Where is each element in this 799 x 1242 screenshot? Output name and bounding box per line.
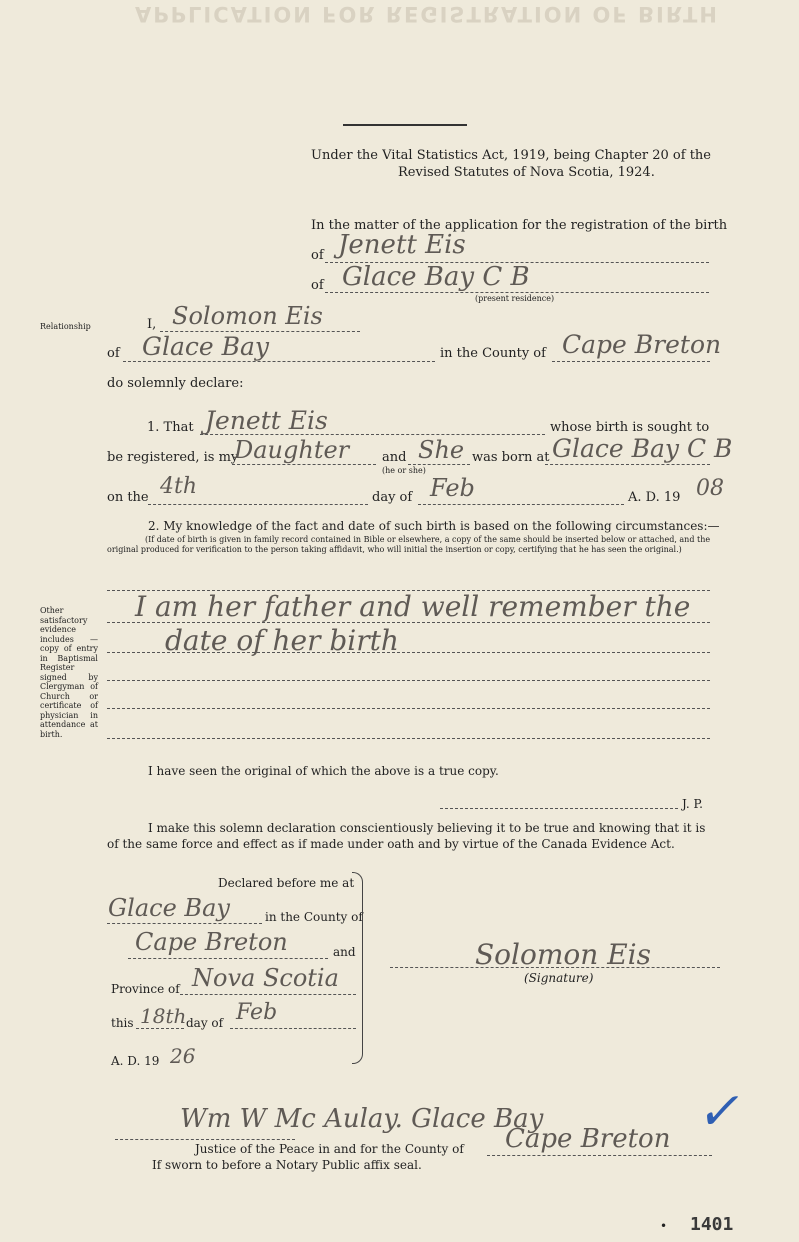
act-line-2: Revised Statutes of Nova Scotia, 1924.: [398, 165, 655, 180]
para1-that: 1. That: [147, 420, 194, 435]
residence-line: [325, 292, 709, 293]
province: Nova Scotia: [192, 964, 339, 992]
jp-signature-line: [440, 808, 678, 809]
signature-caption: (Signature): [524, 971, 594, 985]
ad-label: A. D. 19: [628, 490, 681, 505]
declaration-2: of the same force and effect as if made under oath and by virtue of the Canada Evidence Act.: [107, 837, 675, 851]
applicant-signature: Solomon Eis: [475, 938, 651, 971]
para1-child: Jenett Eis: [205, 406, 328, 435]
birth-year: 08: [696, 476, 724, 501]
birth-place-line: [545, 464, 710, 465]
para2-text: 2. My knowledge of the fact and date of such birth is based on the following circumstances:—: [148, 519, 720, 533]
evidence-text-2: date of her birth: [165, 624, 399, 657]
justice-line: Justice of the Peace in and for the County of: [195, 1142, 464, 1156]
on-the-label: on the: [107, 490, 149, 505]
evidence-line-5: [107, 738, 710, 739]
in-county-of: in the County of: [265, 910, 363, 924]
justice-county: Cape Breton: [505, 1124, 671, 1154]
para2-note-1: (If date of birth is given in family record contained in Bible or elsewhere, a copy of the same should be inserted below or attached, and the: [145, 535, 711, 544]
declared-year: 26: [170, 1044, 196, 1068]
i-label: I,: [147, 317, 157, 332]
evidence-side-note: Other satisfactory evidence includes —copy of entry in Baptismal Register signed by Clergyman of Church or certificate of physician in attendance at birth.: [40, 606, 98, 739]
child-name: Jenett Eis: [338, 230, 466, 260]
para1-registered: be registered, is my: [107, 450, 239, 465]
relation-line: [232, 464, 376, 465]
declarant-place: Glace Bay: [142, 332, 270, 361]
ghost-header: APPLICATION FOR REGISTRATION OF BIRTH: [135, 2, 719, 26]
declared-before: Declared before me at: [218, 876, 355, 890]
declaration-1: I make this solemn declaration conscientiously believing it to be true and knowing that it is: [148, 821, 706, 835]
declarant-name: Solomon Eis: [172, 302, 323, 330]
declared-county: Cape Breton: [135, 928, 288, 956]
present-residence-note: (present residence): [475, 294, 555, 303]
justice-signature-line: [115, 1139, 295, 1140]
birth-month: Feb: [430, 474, 475, 502]
declared-place-line: [107, 923, 262, 924]
declared-month-line: [230, 1028, 356, 1029]
province-line: [180, 994, 356, 995]
seen-original: I have seen the original of which the above is a true copy.: [148, 764, 499, 778]
and-word: and: [333, 945, 356, 959]
county-label: in the County of: [440, 346, 546, 361]
matter-text: In the matter of the application for the registration of the birth: [311, 218, 728, 233]
evidence-text-1: I am her father and well remember the: [135, 590, 691, 623]
checkmark-icon: ✓: [693, 1082, 750, 1142]
of-label-3: of: [107, 346, 120, 361]
justice-county-line: [487, 1155, 712, 1156]
birth-month-line: [418, 504, 624, 505]
pronoun-line: [408, 464, 470, 465]
top-rule: [343, 124, 467, 126]
province-label: Province of: [111, 982, 180, 996]
para2-note-2: original produced for verification to the person taking affidavit, who will initial the insertion or copy, certifying that he has seen the original.): [107, 545, 682, 554]
birth-place: Glace Bay C B: [552, 434, 733, 463]
declared-month: Feb: [236, 1000, 278, 1025]
relation: Daughter: [234, 436, 350, 464]
serial-bullet: •: [660, 1219, 668, 1233]
he-or-she-note: (he or she): [382, 466, 426, 475]
relationship-label: Relationship: [40, 322, 91, 331]
evidence-line-3: [107, 680, 710, 681]
and-label: and: [382, 450, 407, 465]
pronoun: She: [418, 436, 465, 464]
ad-label-2: A. D. 19: [111, 1054, 160, 1068]
birth-day: 4th: [160, 474, 198, 499]
declared-place: Glace Bay: [108, 894, 230, 922]
of-label-2: of: [311, 278, 324, 293]
born-at-label: was born at: [472, 450, 550, 465]
birth-day-line: [148, 504, 368, 505]
jp-label: J. P.: [682, 797, 703, 811]
brace: [352, 872, 363, 1064]
this-label: this: [111, 1016, 134, 1030]
serial-number: 1401: [690, 1214, 734, 1235]
declared-county-line: [128, 958, 328, 959]
act-line-1: Under the Vital Statistics Act, 1919, being Chapter 20 of the: [311, 148, 711, 163]
declarant-county: Cape Breton: [562, 330, 722, 359]
residence: Glace Bay C B: [342, 262, 530, 292]
para1-whose: whose birth is sought to: [550, 420, 710, 435]
notary-note: If sworn to before a Notary Public affix seal.: [152, 1158, 422, 1172]
evidence-line-4: [107, 708, 710, 709]
declared-day: 18th: [140, 1004, 187, 1028]
declarant-county-line: [552, 361, 710, 362]
justice-signature: Wm W Mc Aulay. Glace Bay: [180, 1104, 544, 1134]
declarant-place-line: [123, 361, 435, 362]
day-of-label-2: day of: [186, 1016, 224, 1030]
solemnly-declare: do solemnly declare:: [107, 376, 244, 391]
declared-day-line: [136, 1028, 184, 1029]
of-label-1: of: [311, 248, 324, 263]
day-of-label: day of: [372, 490, 413, 505]
